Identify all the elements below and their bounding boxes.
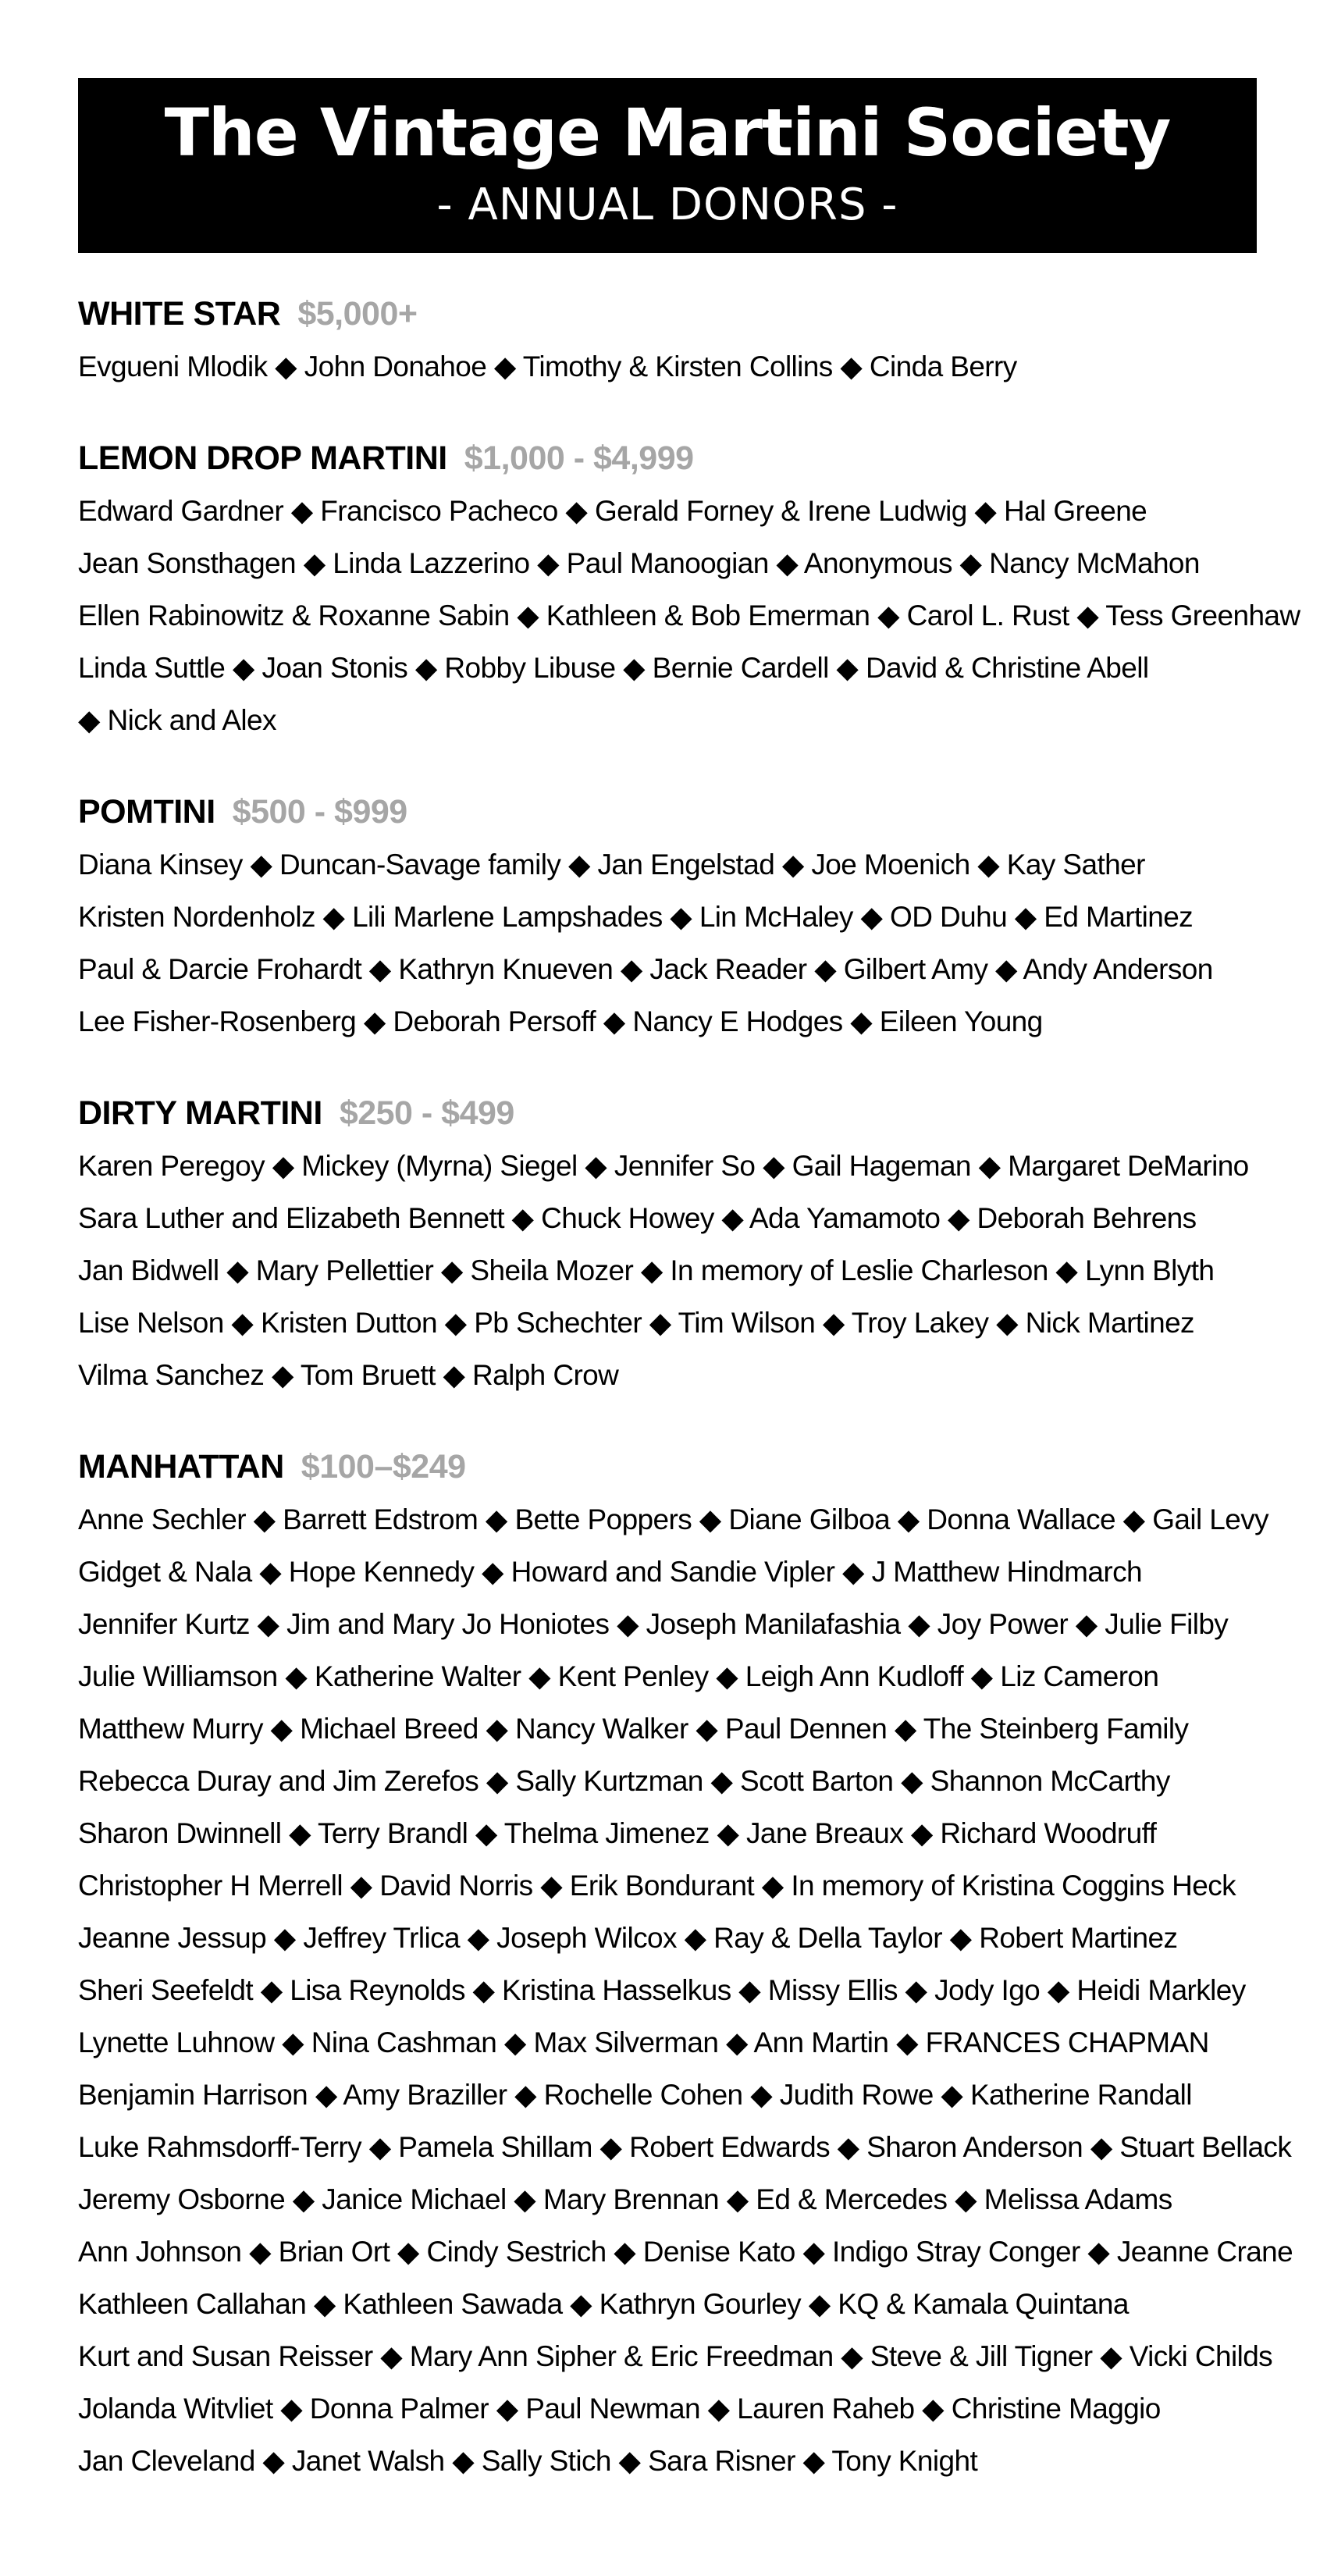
donor-line: Diana Kinsey ◆ Duncan-Savage family ◆ Jan Engelstad ◆ Joe Moenich ◆ Kay Sather (78, 849, 1145, 881)
donor-line: Sara Luther and Elizabeth Bennett ◆ Chuck Howey ◆ Ada Yamamoto ◆ Deborah Behrens (78, 1202, 1197, 1234)
donor-line: Ellen Rabinowitz & Roxanne Sabin ◆ Kathleen & Bob Emerman ◆ Carol L. Rust ◆ Tess Greenhaw (78, 600, 1300, 632)
donor-tier-section (78, 292, 1257, 393)
donor-line: Rebecca Duray and Jim Zerefos ◆ Sally Kurtzman ◆ Scott Barton ◆ Shannon McCarthy (78, 1765, 1170, 1797)
donor-line: Jan Bidwell ◆ Mary Pellettier ◆ Sheila Mozer ◆ In memory of Leslie Charleson ◆ Lynn Blyth (78, 1254, 1215, 1286)
donor-line: ◆ Nick and Alex (78, 704, 276, 736)
donor-line: Jan Cleveland ◆ Janet Walsh ◆ Sally Stich ◆ Sara Risner ◆ Tony Knight (78, 2445, 978, 2477)
tier-amount-range: $100–$249 (301, 1448, 466, 1485)
donor-list (78, 1140, 1257, 1401)
donor-line: Evgueni Mlodik ◆ John Donahoe ◆ Timothy & Kirsten Collins ◆ Cinda Berry (78, 350, 1017, 382)
tier-heading (78, 790, 1257, 834)
donor-line: Lise Nelson ◆ Kristen Dutton ◆ Pb Schechter ◆ Tim Wilson ◆ Troy Lakey ◆ Nick Martinez (78, 1307, 1194, 1339)
donor-line: Paul & Darcie Frohardt ◆ Kathryn Knueven ◆ Jack Reader ◆ Gilbert Amy ◆ Andy Anderson (78, 953, 1213, 985)
donor-line: Matthew Murry ◆ Michael Breed ◆ Nancy Walker ◆ Paul Dennen ◆ The Steinberg Family (78, 1713, 1189, 1745)
tier-name: WHITE STAR (78, 295, 281, 333)
donor-line: Jean Sonsthagen ◆ Linda Lazzerino ◆ Paul Manoogian ◆ Anonymous ◆ Nancy McMahon (78, 547, 1200, 579)
tier-amount-range: $1,000 - $4,999 (464, 439, 694, 477)
donor-line: Kristen Nordenholz ◆ Lili Marlene Lampshades ◆ Lin McHaley ◆ OD Duhu ◆ Ed Martinez (78, 901, 1194, 933)
donor-line: Edward Gardner ◆ Francisco Pacheco ◆ Gerald Forney & Irene Ludwig ◆ Hal Greene (78, 495, 1147, 527)
tier-name: MANHATTAN (78, 1448, 284, 1485)
donor-line: Lee Fisher-Rosenberg ◆ Deborah Persoff ◆ Nancy E Hodges ◆ Eileen Young (78, 1005, 1043, 1037)
donor-line: Anne Sechler ◆ Barrett Edstrom ◆ Bette Poppers ◆ Diane Gilboa ◆ Donna Wallace ◆ Gail Levy (78, 1503, 1269, 1535)
tier-heading (78, 1091, 1257, 1135)
donor-line: Sheri Seefeldt ◆ Lisa Reynolds ◆ Kristina Hasselkus ◆ Missy Ellis ◆ Jody Igo ◆ Heidi Markley (78, 1974, 1246, 2006)
tier-name: DIRTY MARTINI (78, 1094, 322, 1132)
donor-line: Vilma Sanchez ◆ Tom Bruett ◆ Ralph Crow (78, 1359, 619, 1391)
title-banner (78, 78, 1257, 253)
donor-line: Lynette Luhnow ◆ Nina Cashman ◆ Max Silverman ◆ Ann Martin ◆ FRANCES CHAPMAN (78, 2026, 1209, 2058)
donor-line: Linda Suttle ◆ Joan Stonis ◆ Robby Libuse ◆ Bernie Cardell ◆ David & Christine Abell (78, 652, 1149, 684)
tier-name: LEMON DROP MARTINI (78, 439, 447, 477)
donor-list (78, 485, 1300, 746)
donor-list (78, 838, 1257, 1048)
donor-tier-section (78, 1445, 1293, 2487)
tier-heading (78, 1445, 1257, 1489)
tier-amount-range: $5,000+ (297, 295, 418, 333)
donor-line: Christopher H Merrell ◆ David Norris ◆ Erik Bondurant ◆ In memory of Kristina Coggins Heck (78, 1870, 1236, 1902)
donor-line: Sharon Dwinnell ◆ Terry Brandl ◆ Thelma Jimenez ◆ Jane Breaux ◆ Richard Woodruff (78, 1817, 1157, 1849)
tier-heading (78, 292, 1257, 336)
donor-line: Luke Rahmsdorff-Terry ◆ Pamela Shillam ◆ Robert Edwards ◆ Sharon Anderson ◆ Stuart Bellack (78, 2131, 1292, 2163)
donor-line: Julie Williamson ◆ Katherine Walter ◆ Kent Penley ◆ Leigh Ann Kudloff ◆ Liz Cameron (78, 1660, 1159, 1692)
donor-line: Kurt and Susan Reisser ◆ Mary Ann Sipher & Eric Freedman ◆ Steve & Jill Tigner ◆ Vicki Childs (78, 2340, 1273, 2372)
donor-line: Gidget & Nala ◆ Hope Kennedy ◆ Howard and Sandie Vipler ◆ J Matthew Hindmarch (78, 1556, 1142, 1588)
donor-line: Kathleen Callahan ◆ Kathleen Sawada ◆ Kathryn Gourley ◆ KQ & Kamala Quintana (78, 2288, 1129, 2320)
donor-list (78, 340, 1257, 393)
tier-amount-range: $500 - $999 (232, 793, 407, 831)
donor-line: Benjamin Harrison ◆ Amy Braziller ◆ Rochelle Cohen ◆ Judith Rowe ◆ Katherine Randall (78, 2079, 1192, 2111)
donor-sections (78, 292, 1300, 2487)
donor-list (78, 1493, 1293, 2487)
donor-line: Jeanne Jessup ◆ Jeffrey Trlica ◆ Joseph Wilcox ◆ Ray & Della Taylor ◆ Robert Martinez (78, 1922, 1178, 1954)
donor-line: Jeremy Osborne ◆ Janice Michael ◆ Mary Brennan ◆ Ed & Mercedes ◆ Melissa Adams (78, 2183, 1172, 2215)
tier-name: POMTINI (78, 793, 215, 831)
tier-amount-range: $250 - $499 (339, 1094, 514, 1132)
donor-line: Ann Johnson ◆ Brian Ort ◆ Cindy Sestrich ◆ Denise Kato ◆ Indigo Stray Conger ◆ Jeanne Crane (78, 2236, 1293, 2268)
donor-tier-section (78, 1091, 1257, 1401)
donor-tier-section (78, 790, 1257, 1048)
tier-heading (78, 436, 1257, 480)
donor-page (78, 78, 1300, 2487)
page-title: The Vintage Martini Society (164, 94, 1171, 171)
page-subtitle: - ANNUAL DONORS - (436, 180, 898, 230)
donor-tier-section (78, 436, 1300, 746)
donor-line: Jolanda Witvliet ◆ Donna Palmer ◆ Paul Newman ◆ Lauren Raheb ◆ Christine Maggio (78, 2393, 1161, 2425)
donor-line: Karen Peregoy ◆ Mickey (Myrna) Siegel ◆ Jennifer So ◆ Gail Hageman ◆ Margaret DeMarino (78, 1150, 1249, 1182)
donor-line: Jennifer Kurtz ◆ Jim and Mary Jo Honiotes ◆ Joseph Manilafashia ◆ Joy Power ◆ Julie Filby (78, 1608, 1229, 1640)
